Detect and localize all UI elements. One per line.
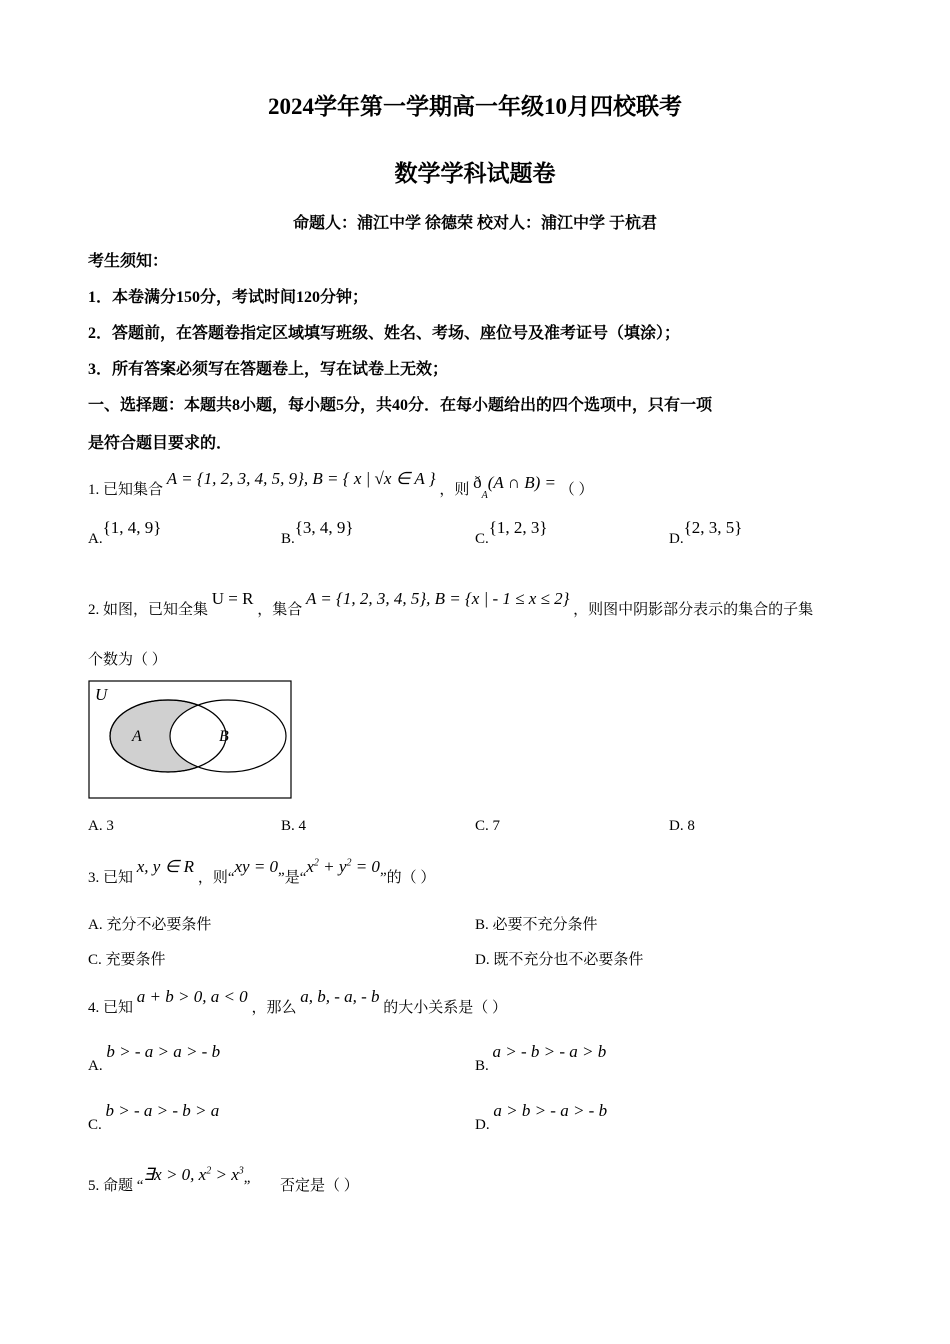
q2-universe: U = R xyxy=(211,589,254,608)
q3-suffix: ”的（ ） xyxy=(379,870,436,886)
q5-prefix: 5. 命题 “ xyxy=(88,1178,144,1194)
q3-condition: x, y ∈ R xyxy=(136,857,195,876)
q4-vars: a, b, - a, - b xyxy=(300,987,380,1006)
question-3 xyxy=(88,857,436,887)
q1-suffix: （ ） xyxy=(559,482,594,498)
question-1 xyxy=(88,469,594,501)
q2-option-a[interactable]: A. 3 xyxy=(88,818,114,834)
q2-line2: 个数为（ ） xyxy=(88,652,167,668)
question-2 xyxy=(88,589,814,619)
authors-line: 命题人：浦江中学 徐德荣 校对人：浦江中学 于杭君 xyxy=(292,215,657,232)
q3-option-b[interactable]: B. 必要不充分条件 xyxy=(475,917,598,933)
notice-heading: 考生须知： xyxy=(88,253,169,270)
q1-option-c[interactable]: C.{1, 2, 3} xyxy=(475,518,548,547)
q1-option-a[interactable]: A.{1, 4, 9} xyxy=(88,518,162,547)
q1-complement-symbol: ð xyxy=(473,473,482,492)
exam-subtitle: 数学学科试题卷 xyxy=(394,161,556,186)
q4-suffix: 的大小关系是（ ） xyxy=(383,1000,508,1016)
venn-label-b: B xyxy=(219,728,229,745)
q5-expr: ∃x > 0, $x^2 > x^3$ xyxy=(143,1165,244,1184)
venn-diagram xyxy=(88,680,292,800)
q1-set-b: , B = { x | √x ∈ A } xyxy=(303,469,436,488)
q1-expr: (A ∩ B) = xyxy=(487,473,556,492)
q2-suffix: ，则图中阴影部分表示的集合的子集 xyxy=(573,602,814,618)
q3-prefix: 3. 已知 xyxy=(88,870,134,886)
notice-item-3: 3．所有答案必须写在答题卷上，写在试卷上无效； xyxy=(88,361,449,378)
q3-option-d[interactable]: D. 既不充分也不必要条件 xyxy=(475,952,644,968)
q2-option-d[interactable]: D. 8 xyxy=(669,818,695,834)
q2-option-c[interactable]: C. 7 xyxy=(475,818,501,834)
venn-label-u: U xyxy=(95,685,108,704)
notice-item-1: 1．本卷满分150分，考试时间120分钟； xyxy=(88,289,369,306)
q4-option-d[interactable]: D. a > b > - a > - b xyxy=(475,1101,608,1133)
q3-q: $x^2 + y^2 = 0$ xyxy=(306,857,380,876)
q4-mid: ，那么 xyxy=(251,1000,297,1016)
q3-option-c[interactable]: C. 充要条件 xyxy=(88,952,166,968)
q5-tail: 否定是（ ） xyxy=(279,1178,359,1194)
q1-set-a: A = {1, 2, 3, 4, 5, 9} xyxy=(166,469,304,488)
venn-label-a: A xyxy=(132,728,142,745)
q4-option-b[interactable]: B. a > - b > - a > b xyxy=(475,1042,607,1074)
section-heading-line1: 一、选择题：本题共8小题，每小题5分，共40分．在每小题给出的四个选项中，只有一项 xyxy=(88,397,713,414)
q4-prefix: 4. 已知 xyxy=(88,1000,134,1016)
exam-title: 2024学年第一学期高一年级10月四校联考 xyxy=(268,94,682,119)
q1-complement-sub: A xyxy=(481,490,488,501)
question-5 xyxy=(88,1165,359,1195)
notice-item-2: 2．答题前，在答题卷指定区域填写班级、姓名、考场、座位号及准考证号（填涂）； xyxy=(88,325,681,342)
q2-option-b[interactable]: B. 4 xyxy=(281,818,307,834)
q5-suffix: ” xyxy=(243,1178,251,1194)
q2-mid: ，集合 xyxy=(257,602,303,618)
q1-prefix: 1. 已知集合 xyxy=(88,482,164,498)
question-4 xyxy=(88,987,508,1017)
q3-mid2: ”是“ xyxy=(278,870,307,886)
q1-option-b[interactable]: B.{3, 4, 9} xyxy=(281,518,354,547)
q3-mid1: ，则“ xyxy=(197,870,235,886)
section-heading-line2: 是符合题目要求的． xyxy=(88,435,233,452)
q1-option-d[interactable]: D.{2, 3, 5} xyxy=(669,518,743,547)
q3-option-a[interactable]: A. 充分不必要条件 xyxy=(88,917,212,933)
q2-sets: A = {1, 2, 3, 4, 5}, B = {x | - 1 ≤ x ≤ 2} xyxy=(305,589,570,608)
q2-prefix: 2. 如图，已知全集 xyxy=(88,602,209,618)
q4-condition: a + b > 0, a < 0 xyxy=(136,987,248,1006)
q4-option-c[interactable]: C. b > - a > - b > a xyxy=(88,1101,220,1133)
q1-mid: ，则 xyxy=(439,482,470,498)
q3-p: xy = 0 xyxy=(234,857,279,876)
q4-option-a[interactable]: A. b > - a > a > - b xyxy=(88,1042,221,1074)
